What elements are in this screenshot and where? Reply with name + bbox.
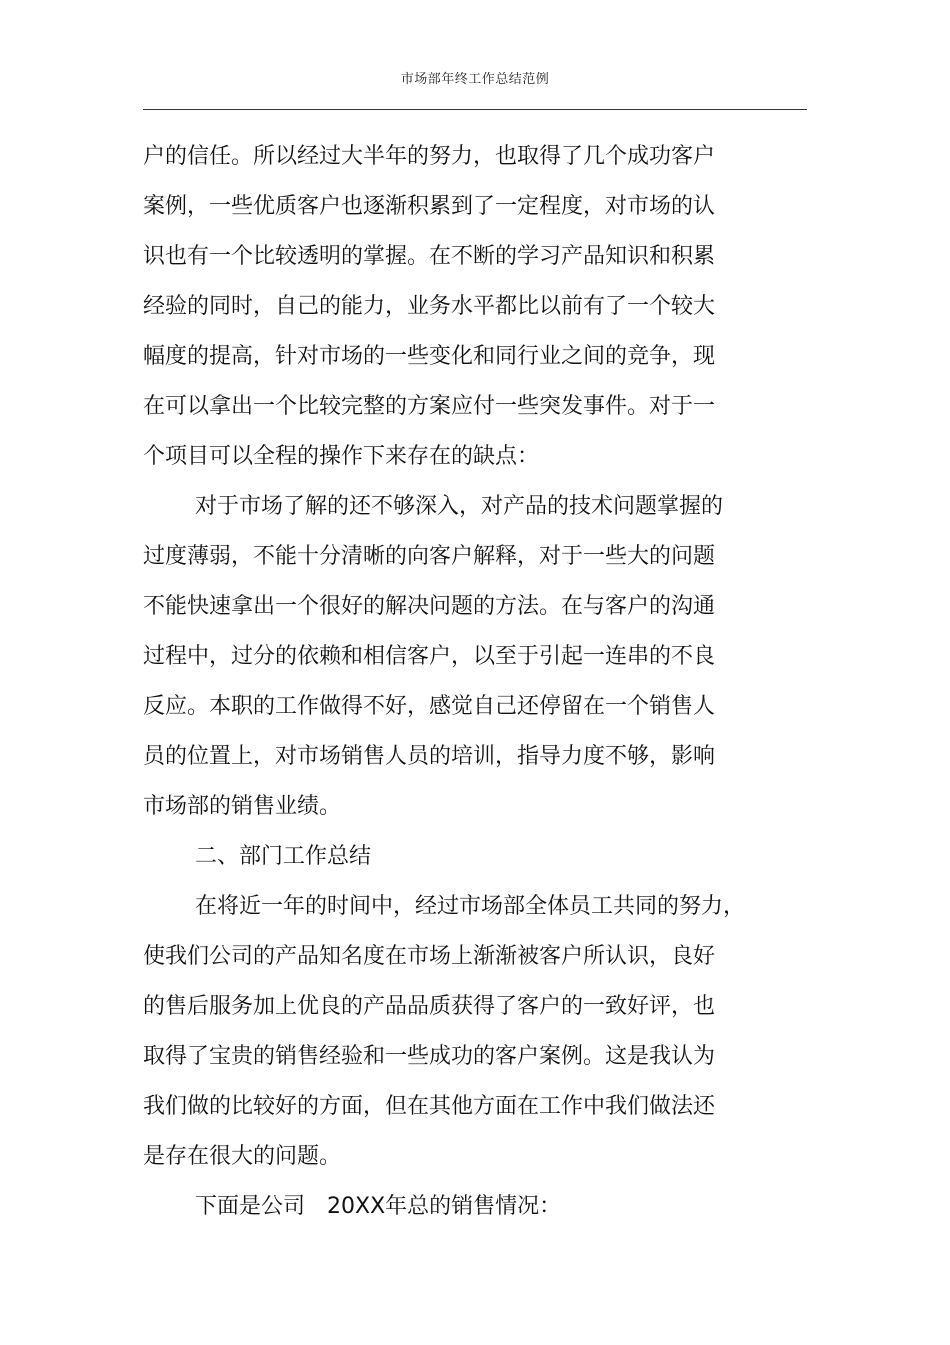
text-line: 过程中，过分的依赖和相信客户，以至于引起一连串的不良 bbox=[143, 644, 716, 669]
paragraph-start-line: 在将近一年的时间中，经过市场部全体员工共同的努力， bbox=[195, 894, 746, 919]
text-line: 过度薄弱，不能十分清晰的向客户解释，对于一些大的问题 bbox=[143, 544, 716, 569]
document-body bbox=[143, 132, 763, 1232]
header-divider bbox=[143, 109, 807, 110]
section-heading: 二、部门工作总结 bbox=[195, 844, 372, 869]
text-line: 个项目可以全程的操作下来存在的缺点： bbox=[143, 444, 540, 469]
text-line: 不能快速拿出一个很好的解决问题的方法。在与客户的沟通 bbox=[143, 594, 716, 619]
page-header-title: 市场部年终工作总结范例 bbox=[400, 72, 550, 87]
text-line: 是存在很大的问题。 bbox=[143, 1144, 342, 1169]
text-line: 取得了宝贵的销售经验和一些成功的客户案例。这是我认为 bbox=[143, 1044, 716, 1069]
text-line: 经验的同时，自己的能力，业务水平都比以前有了一个较大 bbox=[143, 294, 716, 319]
text-line: 我们做的比较好的方面，但在其他方面在工作中我们做法还 bbox=[143, 1094, 716, 1119]
text-line: 反应。本职的工作做得不好，感觉自己还停留在一个销售人 bbox=[143, 694, 716, 719]
text-line: 员的位置上，对市场销售人员的培训，指导力度不够，影响 bbox=[143, 744, 716, 769]
text-line: 使我们公司的产品知名度在市场上渐渐被客户所认识，良好 bbox=[143, 944, 716, 969]
paragraph-start-line: 对于市场了解的还不够深入，对产品的技术问题掌握的 bbox=[195, 494, 724, 519]
text-line: 识也有一个比较透明的掌握。在不断的学习产品知识和积累 bbox=[143, 244, 716, 269]
text-line: 在可以拿出一个比较完整的方案应付一些突发事件。对于一 bbox=[143, 394, 716, 419]
text-line: 幅度的提高，针对市场的一些变化和同行业之间的竞争，现 bbox=[143, 344, 716, 369]
text-line: 的售后服务加上优良的产品品质获得了客户的一致好评，也 bbox=[143, 994, 716, 1019]
paragraph-start-line: 下面是公司 20XX年总的销售情况： bbox=[195, 1194, 562, 1219]
text-line: 案例，一些优质客户也逐渐积累到了一定程度，对市场的认 bbox=[143, 194, 716, 219]
text-line: 市场部的销售业绩。 bbox=[143, 794, 342, 819]
text-line: 户的信任。所以经过大半年的努力，也取得了几个成功客户 bbox=[143, 144, 716, 169]
